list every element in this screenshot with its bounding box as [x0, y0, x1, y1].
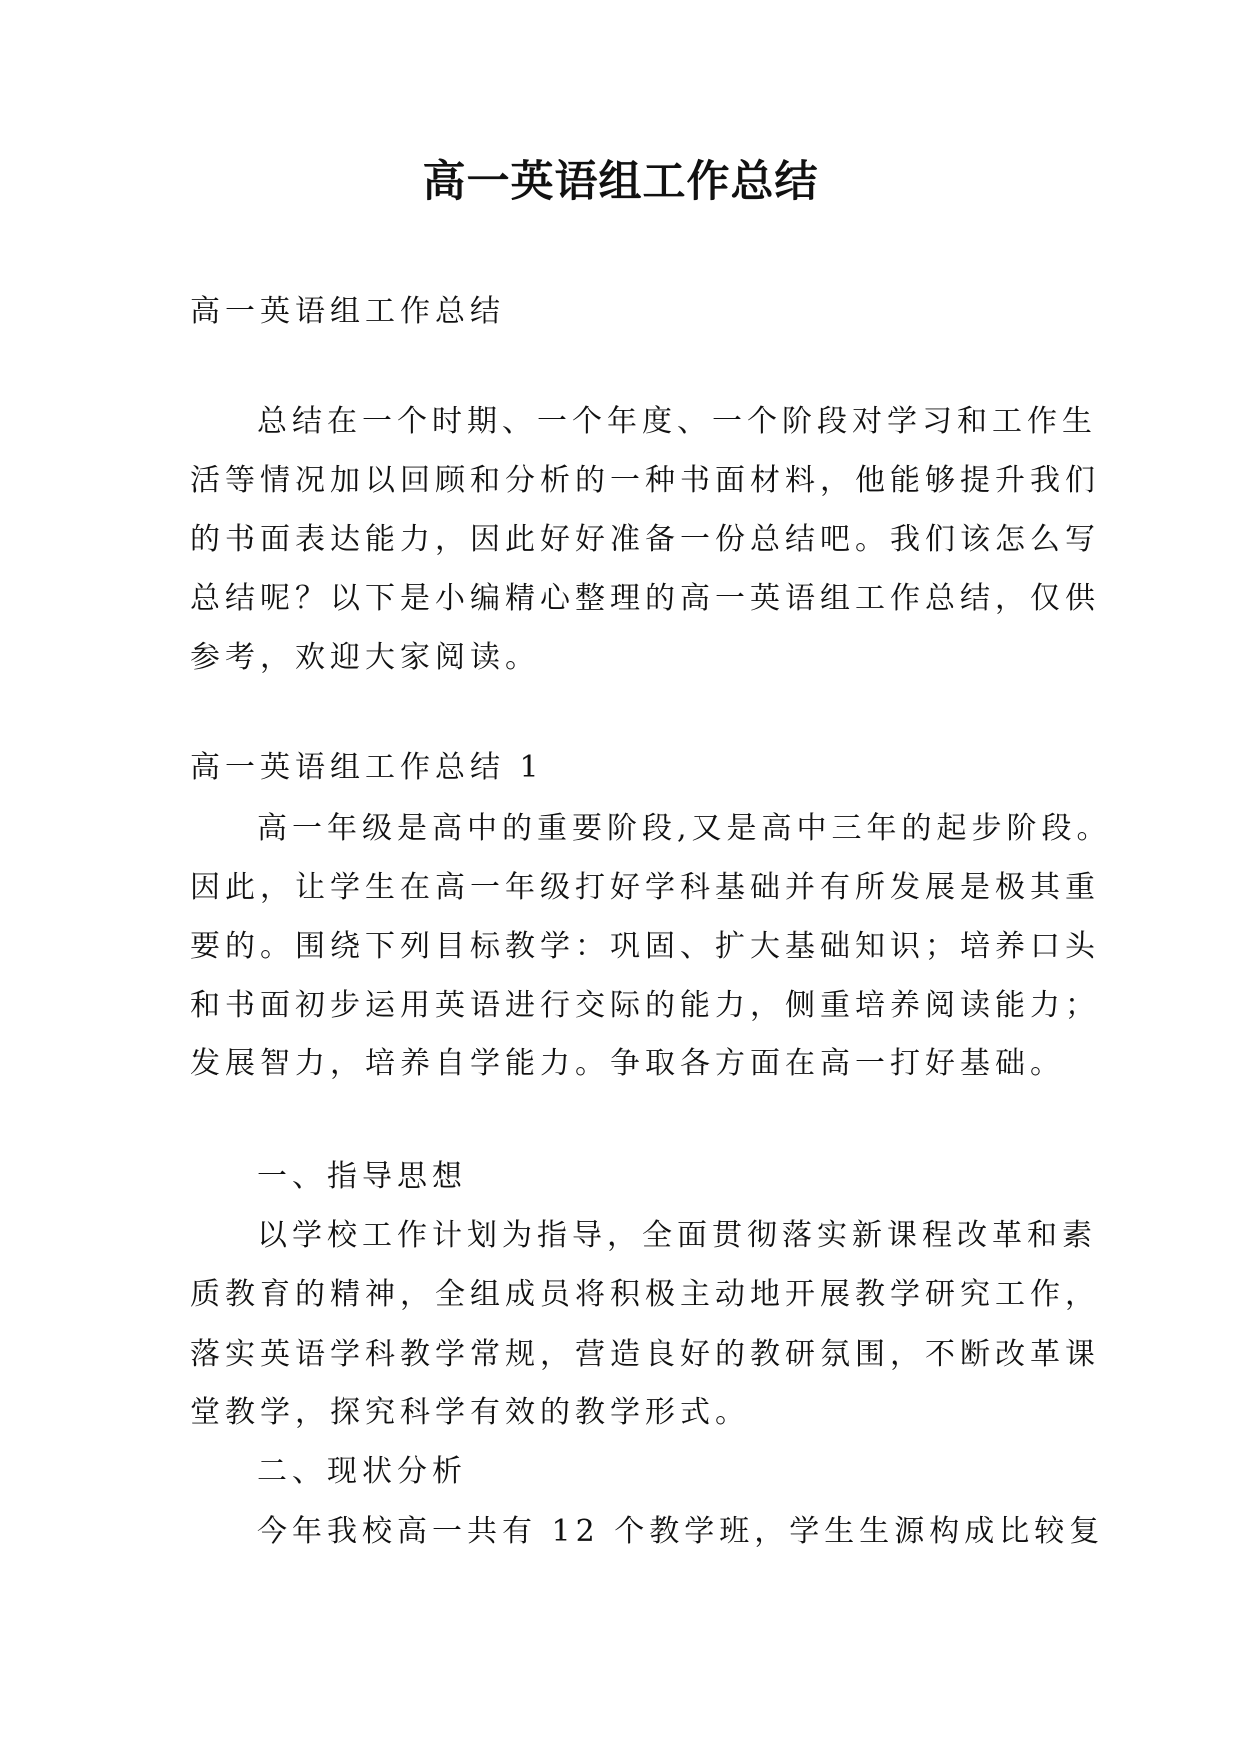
intro-line: 总结在一个时期、一个年度、一个阶段对学习和工作生: [257, 404, 1097, 439]
part1-line: 以学校工作计划为指导，全面贯彻落实新课程改革和素: [257, 1218, 1097, 1253]
section-line: 高一年级是高中的重要阶段,又是高中三年的起步阶段。: [257, 811, 1112, 846]
document-subtitle: 高一英语组工作总结: [190, 294, 505, 329]
intro-line: 的书面表达能力，因此好好准备一份总结吧。我们该怎么写: [190, 522, 1100, 557]
section-line: 和书面初步运用英语进行交际的能力，侧重培养阅读能力；: [190, 988, 1100, 1023]
intro-line: 参考，欢迎大家阅读。: [190, 640, 540, 675]
document-title: 高一英语组工作总结: [422, 157, 819, 207]
section-line: 因此，让学生在高一年级打好学科基础并有所发展是极其重: [190, 870, 1100, 905]
part1-line: 堂教学，探究科学有效的教学形式。: [190, 1395, 750, 1430]
section-line: 要的。围绕下列目标教学：巩固、扩大基础知识；培养口头: [190, 929, 1100, 964]
intro-line: 活等情况加以回顾和分析的一种书面材料，他能够提升我们: [190, 463, 1100, 498]
part1-heading: 一、指导思想: [257, 1159, 467, 1194]
part2-heading: 二、现状分析: [257, 1454, 467, 1489]
part1-line: 质教育的精神，全组成员将积极主动地开展教学研究工作，: [190, 1277, 1100, 1312]
part1-line: 落实英语学科教学常规，营造良好的教研氛围，不断改革课: [190, 1337, 1100, 1372]
section-heading: 高一英语组工作总结 1: [190, 750, 544, 785]
intro-line: 总结呢？以下是小编精心整理的高一英语组工作总结，仅供: [190, 581, 1100, 616]
part2-line: 今年我校高一共有 12 个教学班，学生生源构成比较复: [257, 1514, 1105, 1549]
section-line: 发展智力，培养自学能力。争取各方面在高一打好基础。: [190, 1046, 1065, 1081]
